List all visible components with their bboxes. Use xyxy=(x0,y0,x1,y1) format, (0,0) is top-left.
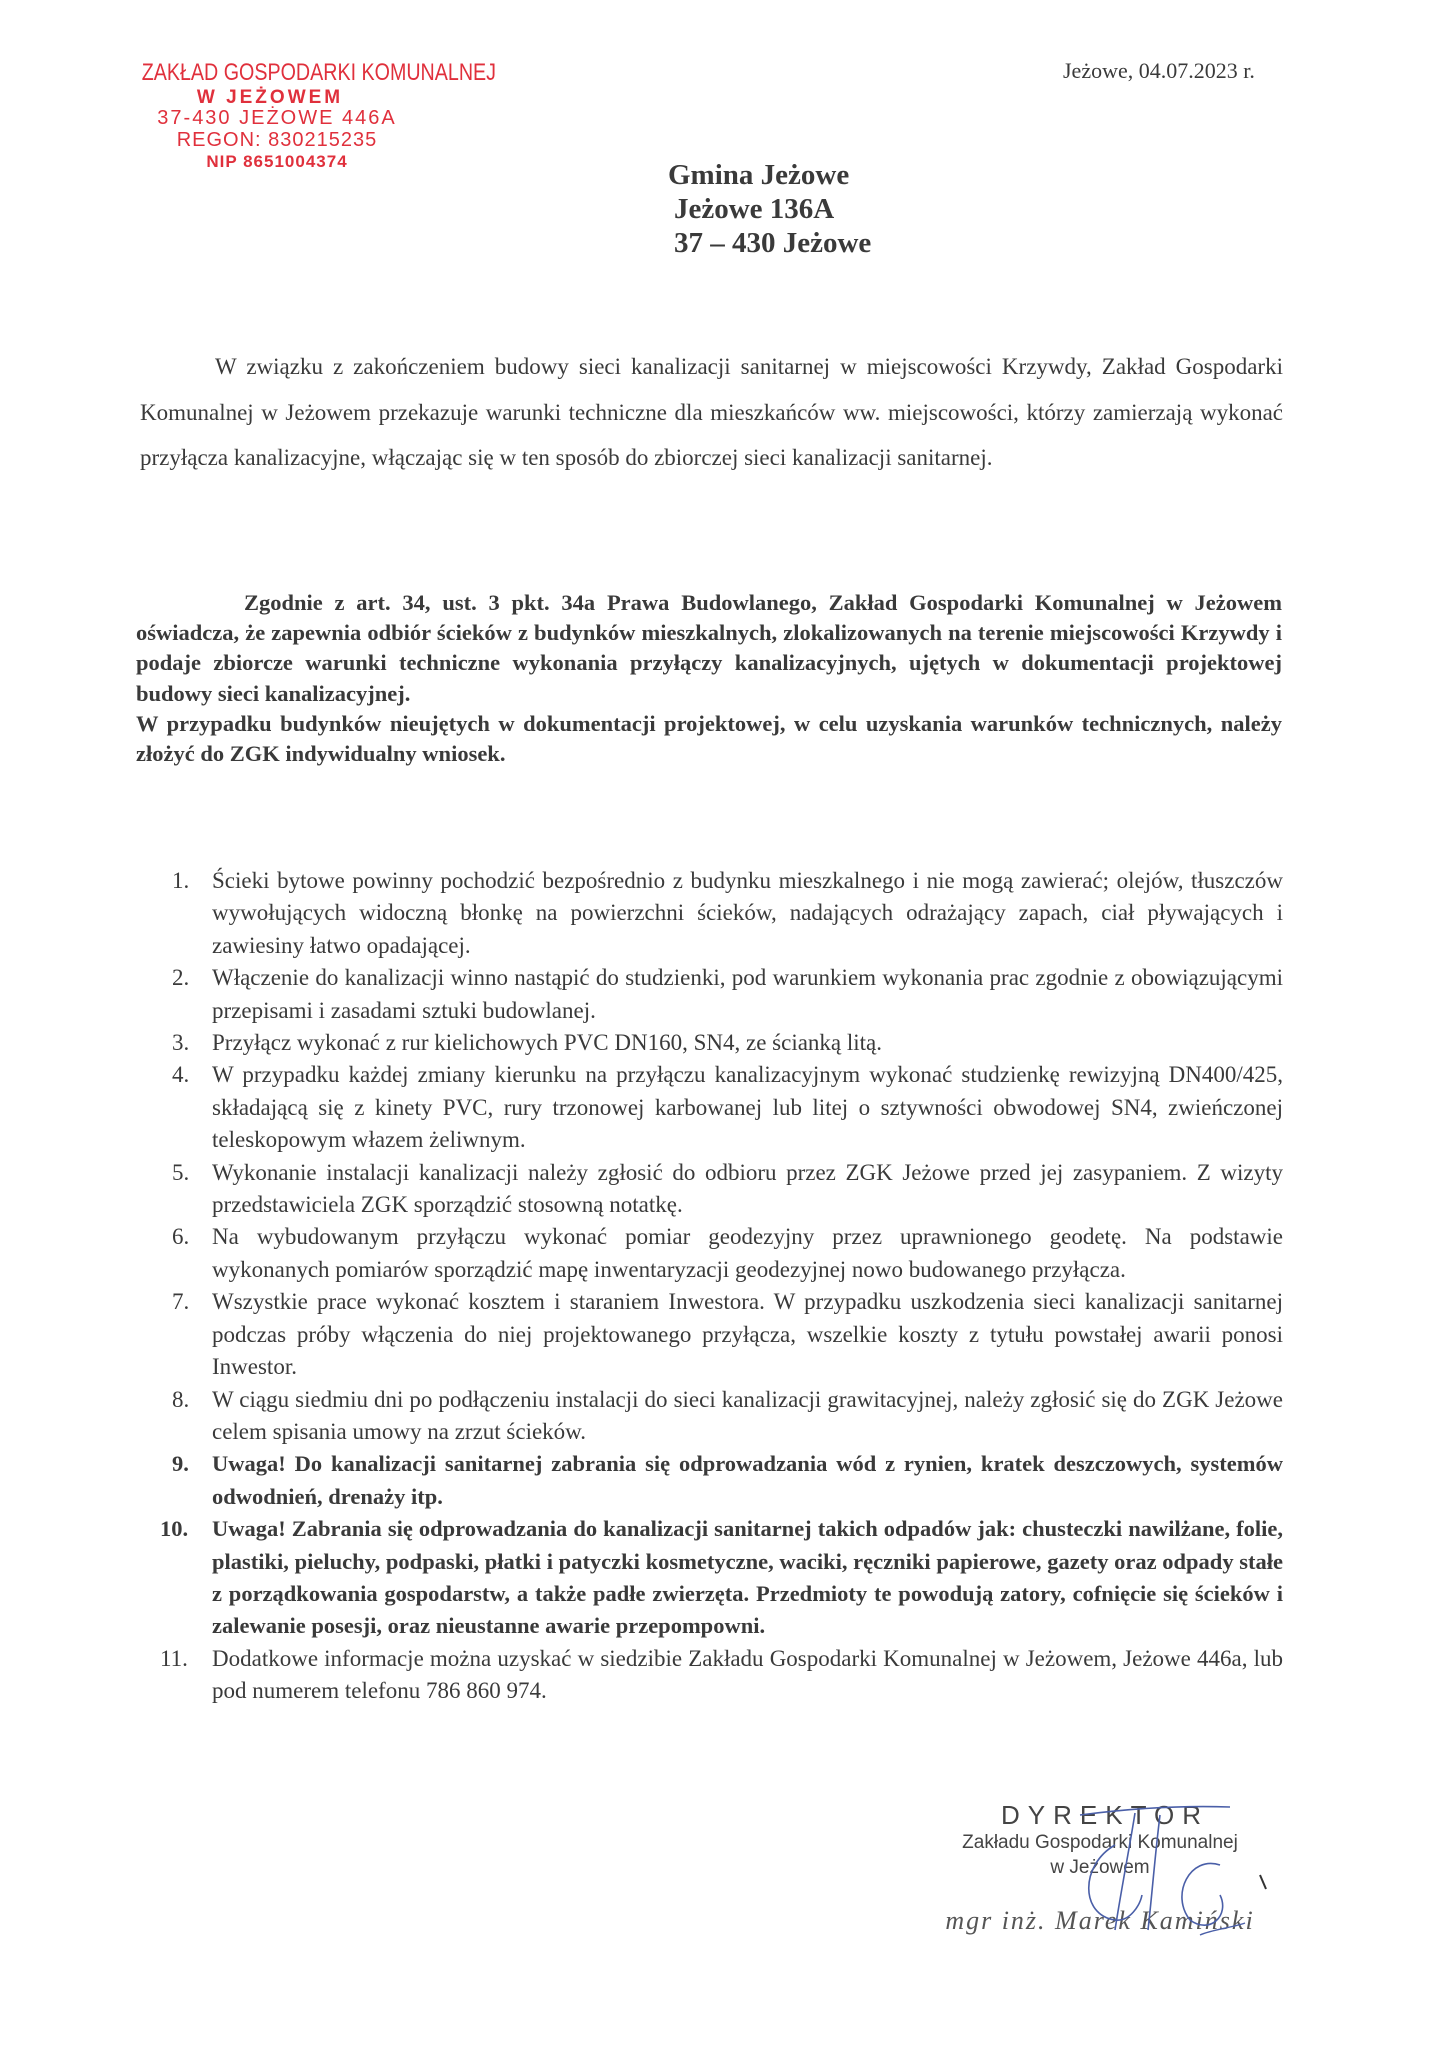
recipient-postal: 37 – 430 Jeżowe xyxy=(674,227,872,259)
stamp-locality: W JEŻOWEM xyxy=(196,87,344,108)
list-item xyxy=(140,1643,1283,1708)
list-item-number: 7. xyxy=(172,1289,190,1315)
intro-paragraph xyxy=(140,344,1283,481)
list-item-warning xyxy=(140,1513,1283,1643)
technical-conditions-list xyxy=(140,865,1283,1708)
list-item xyxy=(140,962,1283,1027)
list-item-text: Uwaga! Zabrania się odprowadzania do kanalizacji sanitarnej takich odpadów jak: chusteczki nawilżane, folie, plastiki, pieluchy, podpaski, płatki i patyczki kosmetyczne, waciki, ręczniki papierowe, gazety oraz odpady stałe z porządkowania gospodarstw, a także padłe zwierzęta. Przedmioty te powodują zatory, cofnięcie się ścieków i zalewanie posesji, oraz nieustanne awarie przepompowni. xyxy=(212,1516,1283,1639)
declaration-text: Zgodnie z art. 34, ust. 3 pkt. 34a Prawa Budowlanego, Zakład Gospodarki Komunalnej w Jeżowem oświadcza, że zapewnia odbiór ścieków z budynków mieszkalnych, zlokalizowanych na terenie miejscowości Krzywdy i podaje zbiorcze warunki techniczne wykonania przyłączy kanalizacyjnych, ujętych w dokumentacji projektowej budowy sieci kanalizacyjnej. xyxy=(136,590,1282,706)
stamp-regon: REGON: 830215235 xyxy=(176,129,378,151)
list-item-number: 3. xyxy=(172,1030,190,1056)
list-item-number: 6. xyxy=(172,1224,190,1250)
declaration-note: W przypadku budynków nieujętych w dokumentacji projektowej, w celu uzyskania warunków technicznych, należy złożyć do ZGK indywidualny wniosek. xyxy=(136,710,1282,767)
list-item-text: Dodatkowe informacje można uzyskać w siedzibie Zakładu Gospodarki Komunalnej w Jeżowem, Jeżowe 446a, lub pod numerem telefonu 786 860 974. xyxy=(212,1645,1283,1704)
list-item-text: Wykonanie instalacji kanalizacji należy zgłosić do odbioru przez ZGK Jeżowe przed jej zasypaniem. Z wizyty przedstawiciela ZGK sporządzić stosowną notatkę. xyxy=(212,1159,1283,1218)
list-item xyxy=(140,1027,1283,1059)
list-item xyxy=(140,1286,1283,1383)
list-item-number: 2. xyxy=(172,965,190,991)
stamp-company-name: ZAKŁAD GOSPODARKI KOMUNALNEJ xyxy=(141,59,497,86)
recipient-name: Gmina Jeżowe xyxy=(668,159,850,191)
company-stamp xyxy=(112,58,497,173)
director-signature-block xyxy=(930,1800,1270,1936)
list-item-number: 8. xyxy=(172,1386,190,1412)
recipient-address xyxy=(668,158,871,260)
list-item-number: 10. xyxy=(160,1516,189,1542)
list-item-warning xyxy=(140,1448,1283,1513)
recipient-street: Jeżowe 136A xyxy=(674,193,835,225)
list-item-number: 5. xyxy=(172,1159,190,1185)
declaration-paragraph xyxy=(136,588,1282,769)
list-item-text: Uwaga! Do kanalizacji sanitarnej zabrania się odprowadzania wód z rynien, kratek deszczowych, systemów odwodnień, drenaży itp. xyxy=(212,1451,1283,1509)
signature-organization: Zakładu Gospodarki Komunalnej xyxy=(962,1832,1238,1853)
list-item-number: 9. xyxy=(172,1451,189,1477)
list-item-number: 11. xyxy=(160,1645,188,1671)
place-and-date: Jeżowe, 04.07.2023 r. xyxy=(1063,58,1255,83)
list-item xyxy=(140,1059,1283,1156)
list-item xyxy=(140,1221,1283,1286)
stamp-nip: NIP 8651004374 xyxy=(206,152,348,171)
list-item-text: Wszystkie prace wykonać kosztem i staraniem Inwestora. W przypadku uszkodzenia sieci kanalizacji sanitarnej podczas próby włączenia do niej projektowanego przyłącza, wszelkie koszty z tytułu powstałej awarii ponosi Inwestor. xyxy=(212,1289,1283,1380)
signatory-name: mgr inż. Marek Kamiński xyxy=(945,1906,1255,1935)
signature-title: DYREKTOR xyxy=(1001,1800,1209,1830)
list-item-number: 4. xyxy=(172,1062,190,1088)
list-item-text: W przypadku każdej zmiany kierunku na przyłączu kanalizacyjnym wykonać studzienkę rewizyjną DN400/425, składającą się z kinety PVC, rury trzonowej karbowanej lub litej o sztywności obwodowej SN4, zwieńczonej teleskopowym włazem żeliwnym. xyxy=(212,1062,1283,1153)
list-item xyxy=(140,1157,1283,1222)
list-item-text: W ciągu siedmiu dni po podłączeniu instalacji do sieci kanalizacji grawitacyjnej, należy zgłosić się do ZGK Jeżowe celem spisania umowy na zrzut ścieków. xyxy=(212,1386,1283,1444)
list-item-text: Ścieki bytowe powinny pochodzić bezpośrednio z budynku mieszkalnego i nie mogą zawierać; olejów, tłuszczów wywołujących widoczną błonkę na powierzchni ścieków, nadających odrażający zapach, ciał pływających i zawiesiny łatwo opadającej. xyxy=(212,868,1283,958)
list-item-text: Włączenie do kanalizacji winno nastąpić do studzienki, pod warunkiem wykonania prac zgodnie z obowiązującymi przepisami i zasadami sztuki budowlanej. xyxy=(212,965,1283,1023)
list-item xyxy=(140,865,1283,962)
list-item xyxy=(140,1384,1283,1449)
list-item-text: Przyłącz wykonać z rur kielichowych PVC DN160, SN4, ze ścianką litą. xyxy=(212,1030,883,1056)
intro-text: W związku z zakończeniem budowy sieci kanalizacji sanitarnej w miejscowości Krzywdy, Zakład Gospodarki Komunalnej w Jeżowem przekazuje warunki techniczne dla mieszkańców ww. miejscowości, którzy zamierzają wykonać przyłącza kanalizacyjne, włączając się w ten sposób do zbiorczej sieci kanalizacji sanitarnej. xyxy=(140,354,1283,470)
list-item-number: 1. xyxy=(172,868,190,893)
signature-locality: w Jeżowem xyxy=(1050,1857,1150,1878)
stamp-address: 37-430 JEŻOWE 446A xyxy=(157,107,397,129)
list-item-text: Na wybudowanym przyłączu wykonać pomiar geodezyjny przez uprawnionego geodetę. Na podstawie wykonanych pomiarów sporządzić mapę inwentaryzacji geodezyjnej nowo budowanego przyłącza. xyxy=(212,1224,1283,1282)
